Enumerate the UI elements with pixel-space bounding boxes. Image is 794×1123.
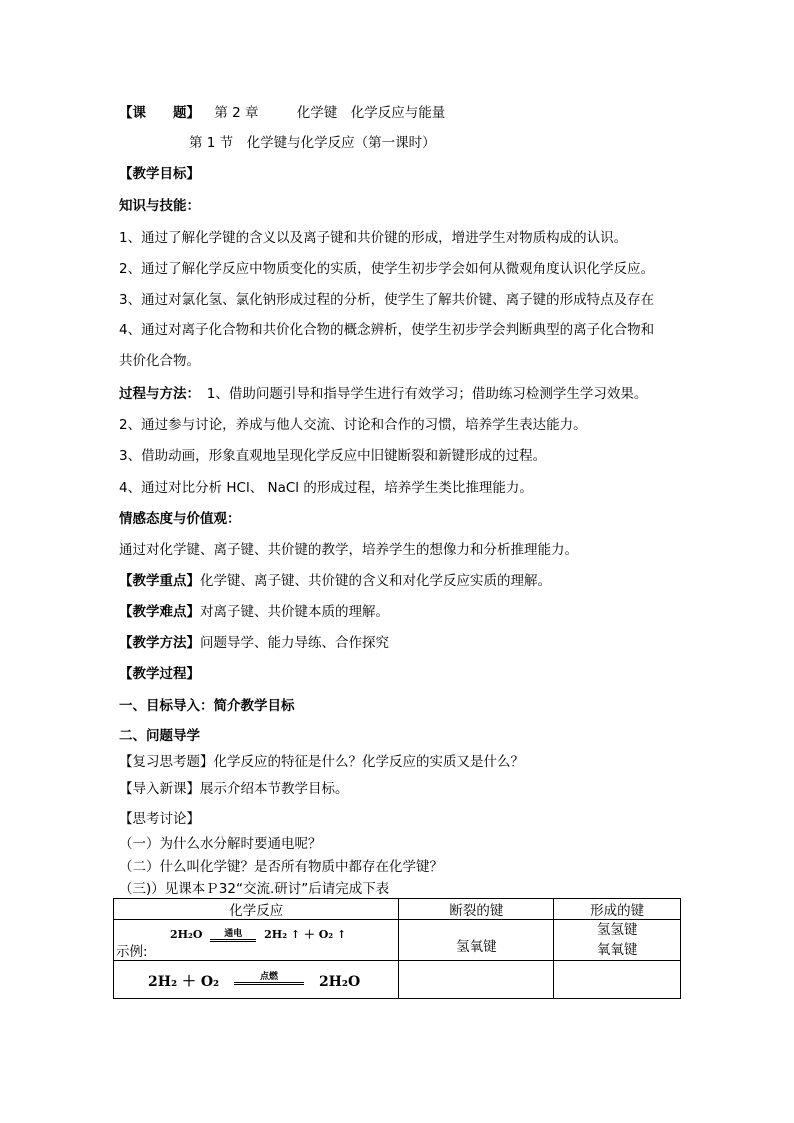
key-point-line — [119, 572, 551, 590]
process-item-2: 2、通过参与讨论，养成与他人交流、讨论和合作的习惯，培养学生表达能力。 — [119, 417, 587, 433]
topic-label: 【课 题】 — [119, 105, 200, 121]
difficulty-text: 对离子键、共价键本质的理解。 — [200, 604, 389, 620]
goals-heading: 【教学目标】 — [119, 166, 200, 182]
difficulty-label: 【教学难点】 — [119, 604, 200, 620]
formed-bond-cell-2 — [554, 961, 681, 999]
process-item-1: 1、借助问题引导和指导学生进行有效学习；借助练习检测学生学习效果。 — [193, 386, 648, 402]
equation-2 — [148, 971, 360, 991]
knowledge-item-3: 3、通过对氯化氢、氯化钠形成过程的分析，使学生了解共价键、离子键的形成特点及存在 — [119, 292, 655, 308]
header-formed-bonds: 形成的键 — [554, 899, 681, 920]
review-line — [119, 753, 524, 771]
discussion-item-3: （三)）见课本Ｐ32“交流.研讨”后请完成下表 — [119, 881, 390, 897]
intro-label: 【导入新课】 — [119, 781, 200, 797]
discussion-label: 【思考讨论】 — [119, 811, 200, 827]
method-label: 【教学方法】 — [119, 635, 200, 651]
key-point-text: 化学键、离子键、共价键的含义和对化学反应实质的理解。 — [200, 573, 551, 589]
example-label: 示例: — [116, 944, 148, 960]
equation-1 — [170, 926, 346, 942]
equation-2-condition: 点燃 — [260, 971, 279, 982]
equation-1-condition: 通电 — [224, 928, 243, 939]
equation-2-rhs: 2H₂O — [318, 974, 361, 990]
reaction-cell-2 — [114, 961, 399, 999]
table-row — [114, 961, 681, 999]
process-heading: 过程与方法： — [119, 386, 194, 402]
table-row — [114, 920, 681, 961]
equation-1-arrow — [210, 929, 256, 942]
discussion-item-1: （一）为什么水分解时要通电呢？ — [119, 836, 322, 852]
header-broken-bonds: 断裂的键 — [399, 899, 554, 920]
double-line-icon — [210, 939, 256, 942]
difficulty-line — [119, 603, 389, 621]
reaction-cell-1 — [114, 920, 399, 961]
process-item-4: 4、通过对比分析 HCl、 NaCl 的形成过程，培养学生类比推理能力。 — [119, 480, 533, 496]
review-label: 【复习思考题】 — [119, 754, 214, 770]
attitude-heading: 情感态度与价值观： — [119, 511, 241, 527]
equation-1-rhs: 2H₂ ↑ ＋ O₂ ↑ — [264, 928, 347, 941]
knowledge-item-4: 4、通过对离子化合物和共价化合物的概念辨析，使学生初步学会判断典型的离子化合物和 — [119, 322, 655, 338]
discussion-item-2: （二）什么叫化学键？是否所有物质中都存在化学键？ — [119, 859, 443, 875]
chapter-name: 化学键 化学反应与能量 — [296, 105, 446, 121]
header-reaction: 化学反应 — [114, 899, 399, 920]
formed-bond-1: 氢氢键 — [596, 922, 638, 938]
knowledge-item-1: 1、通过了解化学键的含义以及离子键和共价键的形成，增进学生对物质构成的认识。 — [119, 230, 628, 246]
broken-bond-cell-2 — [399, 961, 554, 999]
method-line — [119, 634, 389, 652]
section-title: 第 1 节 化学键与化学反应（第一课时） — [189, 135, 436, 151]
step1-heading: 一、目标导入：简介教学目标 — [119, 698, 295, 714]
lesson-topic-line — [119, 104, 445, 122]
method-text: 问题导学、能力导练、合作探究 — [200, 635, 389, 651]
knowledge-item-2: 2、通过了解化学反应中物质变化的实质，使学生初步学会如何从微观角度认识化学反应。 — [119, 261, 655, 277]
intro-line — [119, 780, 349, 798]
knowledge-heading: 知识与技能： — [119, 198, 200, 214]
step2-heading: 二、问题导学 — [119, 728, 200, 744]
formed-bond-2: 氧氧键 — [596, 942, 638, 958]
key-point-label: 【教学重点】 — [119, 573, 200, 589]
table-header-row — [114, 899, 681, 920]
attitude-text: 通过对化学键、离子键、共价键的教学，培养学生的想像力和分析推理能力。 — [119, 542, 578, 558]
double-line-icon — [234, 982, 304, 985]
reaction-table — [113, 898, 681, 999]
knowledge-item-4-cont: 共价化合物。 — [119, 353, 200, 369]
review-text: 化学反应的特征是什么？化学反应的实质又是什么？ — [213, 754, 524, 770]
process-item-3: 3、借助动画，形象直观地呈现化学反应中旧键断裂和新键形成的过程。 — [119, 448, 547, 464]
equation-2-arrow — [234, 972, 304, 985]
chapter-number: 第 2 章 — [214, 105, 259, 121]
process-heading-main: 【教学过程】 — [119, 666, 200, 682]
broken-bond-cell-1: 氢氧键 — [399, 920, 554, 961]
process-line-1 — [119, 385, 647, 403]
formed-bond-cell-1 — [554, 920, 681, 961]
equation-2-lhs: 2H₂ ＋ O₂ — [148, 974, 220, 990]
intro-text: 展示介绍本节教学目标。 — [200, 781, 349, 797]
equation-1-lhs: 2H₂O — [170, 928, 203, 941]
